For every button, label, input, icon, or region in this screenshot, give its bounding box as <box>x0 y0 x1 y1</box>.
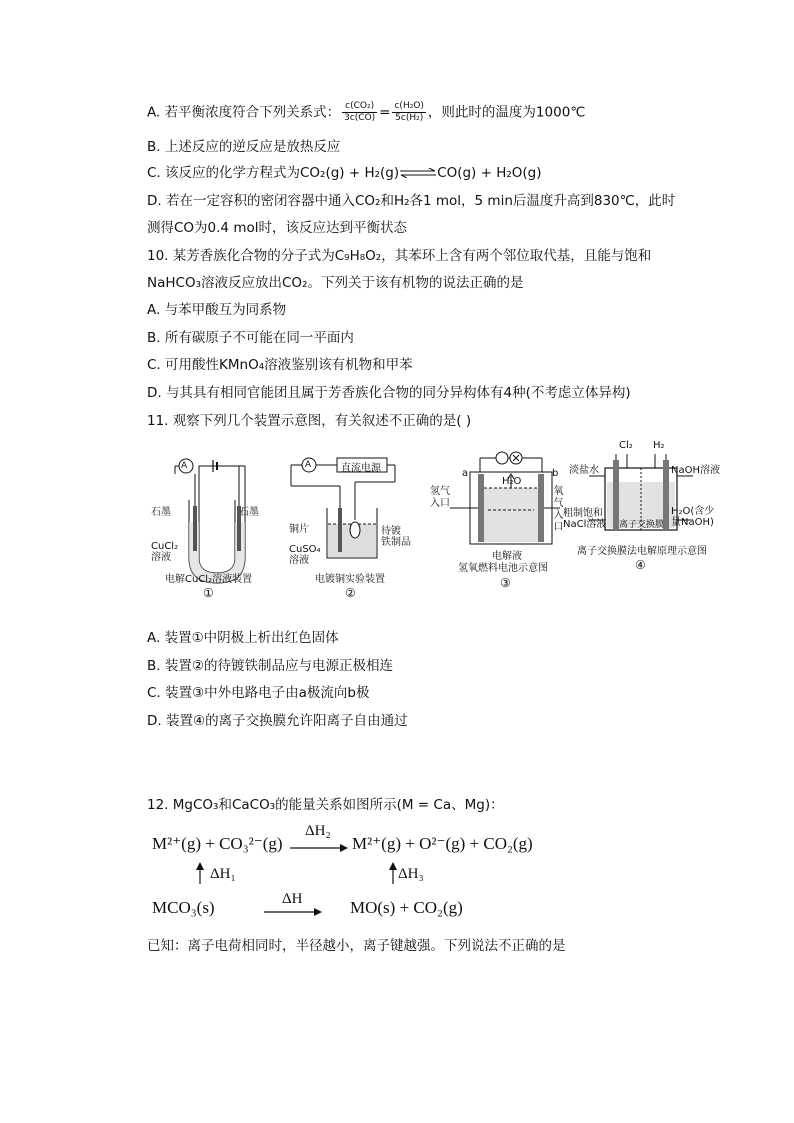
fig1-right-electrode-label: 石墨 <box>239 507 259 518</box>
fig4-caption: 离子交换膜法电解原理示意图 <box>577 546 707 557</box>
fig2-solution-label: CuSO₄ 溶液 <box>289 544 321 566</box>
fig2-caption: 电镀铜实验装置 <box>315 574 385 585</box>
q9-option-a <box>147 101 585 124</box>
delta-h3-label: ΔH₃ <box>398 866 424 882</box>
fig3-number: ③ <box>500 576 511 590</box>
fig1-meter-label: A <box>181 461 188 471</box>
fig4-h2-label: H₂ <box>653 440 665 451</box>
arrow-right-icon <box>264 907 322 917</box>
q12-stem: 12. MgCO₃和CaCO₃的能量关系如图所示(M = Ca、Mg)： <box>147 797 504 813</box>
q10-option-a: A. 与苯甲酸互为同系物 <box>147 302 287 318</box>
arrow-right-icon <box>290 843 348 853</box>
figure-4-membrane-electrolysis <box>563 440 720 598</box>
fig3-label-a: a <box>462 468 469 479</box>
q10-option-b: B. 所有碳原子不可能在同一平面内 <box>147 330 354 346</box>
q9-option-d-line1: D. 若在一定容积的密闭容器中通入CO₂和H₂各1 mol，5 min后温度升高到830℃，此时 <box>147 193 676 209</box>
fig4-number: ④ <box>635 558 646 572</box>
q11-option-d: D. 装置④的离子交换膜允许阳离子自由通过 <box>147 713 408 729</box>
equilibrium-arrow-icon <box>399 168 437 178</box>
arrow-up-icon <box>388 862 398 884</box>
fig1-number: ① <box>203 586 214 600</box>
fig2-item-label: 待镀 铁制品 <box>381 526 411 548</box>
q12-known-condition: 已知：离子电荷相同时，半径越小，离子键越强。下列说法不正确的是 <box>147 938 566 954</box>
fig4-membrane-label: 离子交换膜 <box>619 520 665 530</box>
energy-row-bottom-right: MO(s) + CO₂(g) <box>350 898 463 917</box>
figure-2-electroplating <box>285 448 415 598</box>
energy-row-bottom-left: MCO₃(s) <box>152 898 215 917</box>
fig2-meter-label: A <box>305 460 312 470</box>
fig1-caption: 电解CuCl₂溶液装置 <box>165 574 253 585</box>
fig2-number: ② <box>345 586 356 600</box>
q9-option-c: C. 该反应的化学方程式为CO₂(g) + H₂(g) CO(g) + H₂O(g) <box>147 165 542 181</box>
fig1-solution-label: CuCl₂ 溶液 <box>151 541 179 563</box>
q9-option-a-post: ，则此时的温度为1000℃ <box>427 104 586 121</box>
q10-stem-line1: 10. 某芳香族化合物的分子式为C₉H₈O₂，其苯环上含有两个邻位取代基，且能与饱和 <box>147 248 652 264</box>
q10-option-d: D. 与其具有相同官能团且属于芳香族化合物的同分异构体有4种(不考虑立体异构) <box>147 385 631 401</box>
fraction-2: $\frac{\text{c(H₂O)}}{\text{5c(H₂)}}$ <box>394 101 424 123</box>
q11-option-a: A. 装置①中阴极上析出红色固体 <box>147 630 339 646</box>
equals-sign: = <box>379 104 391 121</box>
fig2-copper-label: 铜片 <box>289 524 309 535</box>
fig4-dilute-brine-label: 淡盐水 <box>569 465 599 476</box>
fraction-1: $\frac{\text{c(CO₂)}}{3c(CO)}$ <box>344 101 376 123</box>
q10-stem-line2: NaHCO₃溶液反应放出CO₂。下列关于该有机物的说法正确的是 <box>147 275 524 291</box>
q10-option-c: C. 可用酸性KMnO₄溶液鉴别该有机物和甲苯 <box>147 357 413 373</box>
fig4-crude-brine-label: 粗制饱和 NaCl溶液 <box>563 508 607 530</box>
q11-option-c: C. 装置③中外电路电子由a极流向b极 <box>147 685 370 701</box>
fig1-left-electrode-label: 石墨 <box>151 507 171 518</box>
fig3-caption: 氢氧燃料电池示意图 <box>458 563 548 574</box>
energy-row-top-right: M²⁺(g) + O²⁻(g) + CO₂(g) <box>352 834 533 853</box>
figure-1-electrolysis <box>151 448 260 600</box>
fig3-hydrogen-inlet: 氢气 入口 <box>430 486 450 509</box>
q11-option-b: B. 装置②的待镀铁制品应与电源正极相连 <box>147 658 393 674</box>
q11-stem: 11. 观察下列几个装置示意图，有关叙述不正确的是( ) <box>147 413 472 429</box>
fig2-power-label: 直流电源 <box>341 463 381 474</box>
q9-option-b: B. 上述反应的逆反应是放热反应 <box>147 139 341 155</box>
figure-3-fuel-cell <box>430 448 565 598</box>
q9-option-a-text: A. 若平衡浓度符合下列关系式： <box>147 104 341 121</box>
q9-option-d-line2: 测得CO为0.4 mol时，该反应达到平衡状态 <box>147 220 407 236</box>
fig3-water-label: H₂O <box>502 476 522 487</box>
fig4-water-label: H₂O(含少 量NaOH) <box>671 506 715 528</box>
fig3-electrolyte-label: 电解液 <box>492 551 522 562</box>
arrow-up-icon <box>195 862 205 884</box>
delta-h-label: ΔH <box>282 891 303 907</box>
delta-h2-label: ΔH₂ <box>305 823 331 839</box>
fig3-label-b: b <box>552 468 559 479</box>
delta-h1-label: ΔH₁ <box>210 866 236 882</box>
fig3-oxygen-inlet: 氧气 入口 <box>553 486 564 533</box>
energy-row-top-left: M²⁺(g) + CO₃²⁻(g) <box>152 834 283 853</box>
fig4-cl2-label: Cl₂ <box>619 440 633 451</box>
fig4-naoh-label: NaOH溶液 <box>671 465 720 476</box>
